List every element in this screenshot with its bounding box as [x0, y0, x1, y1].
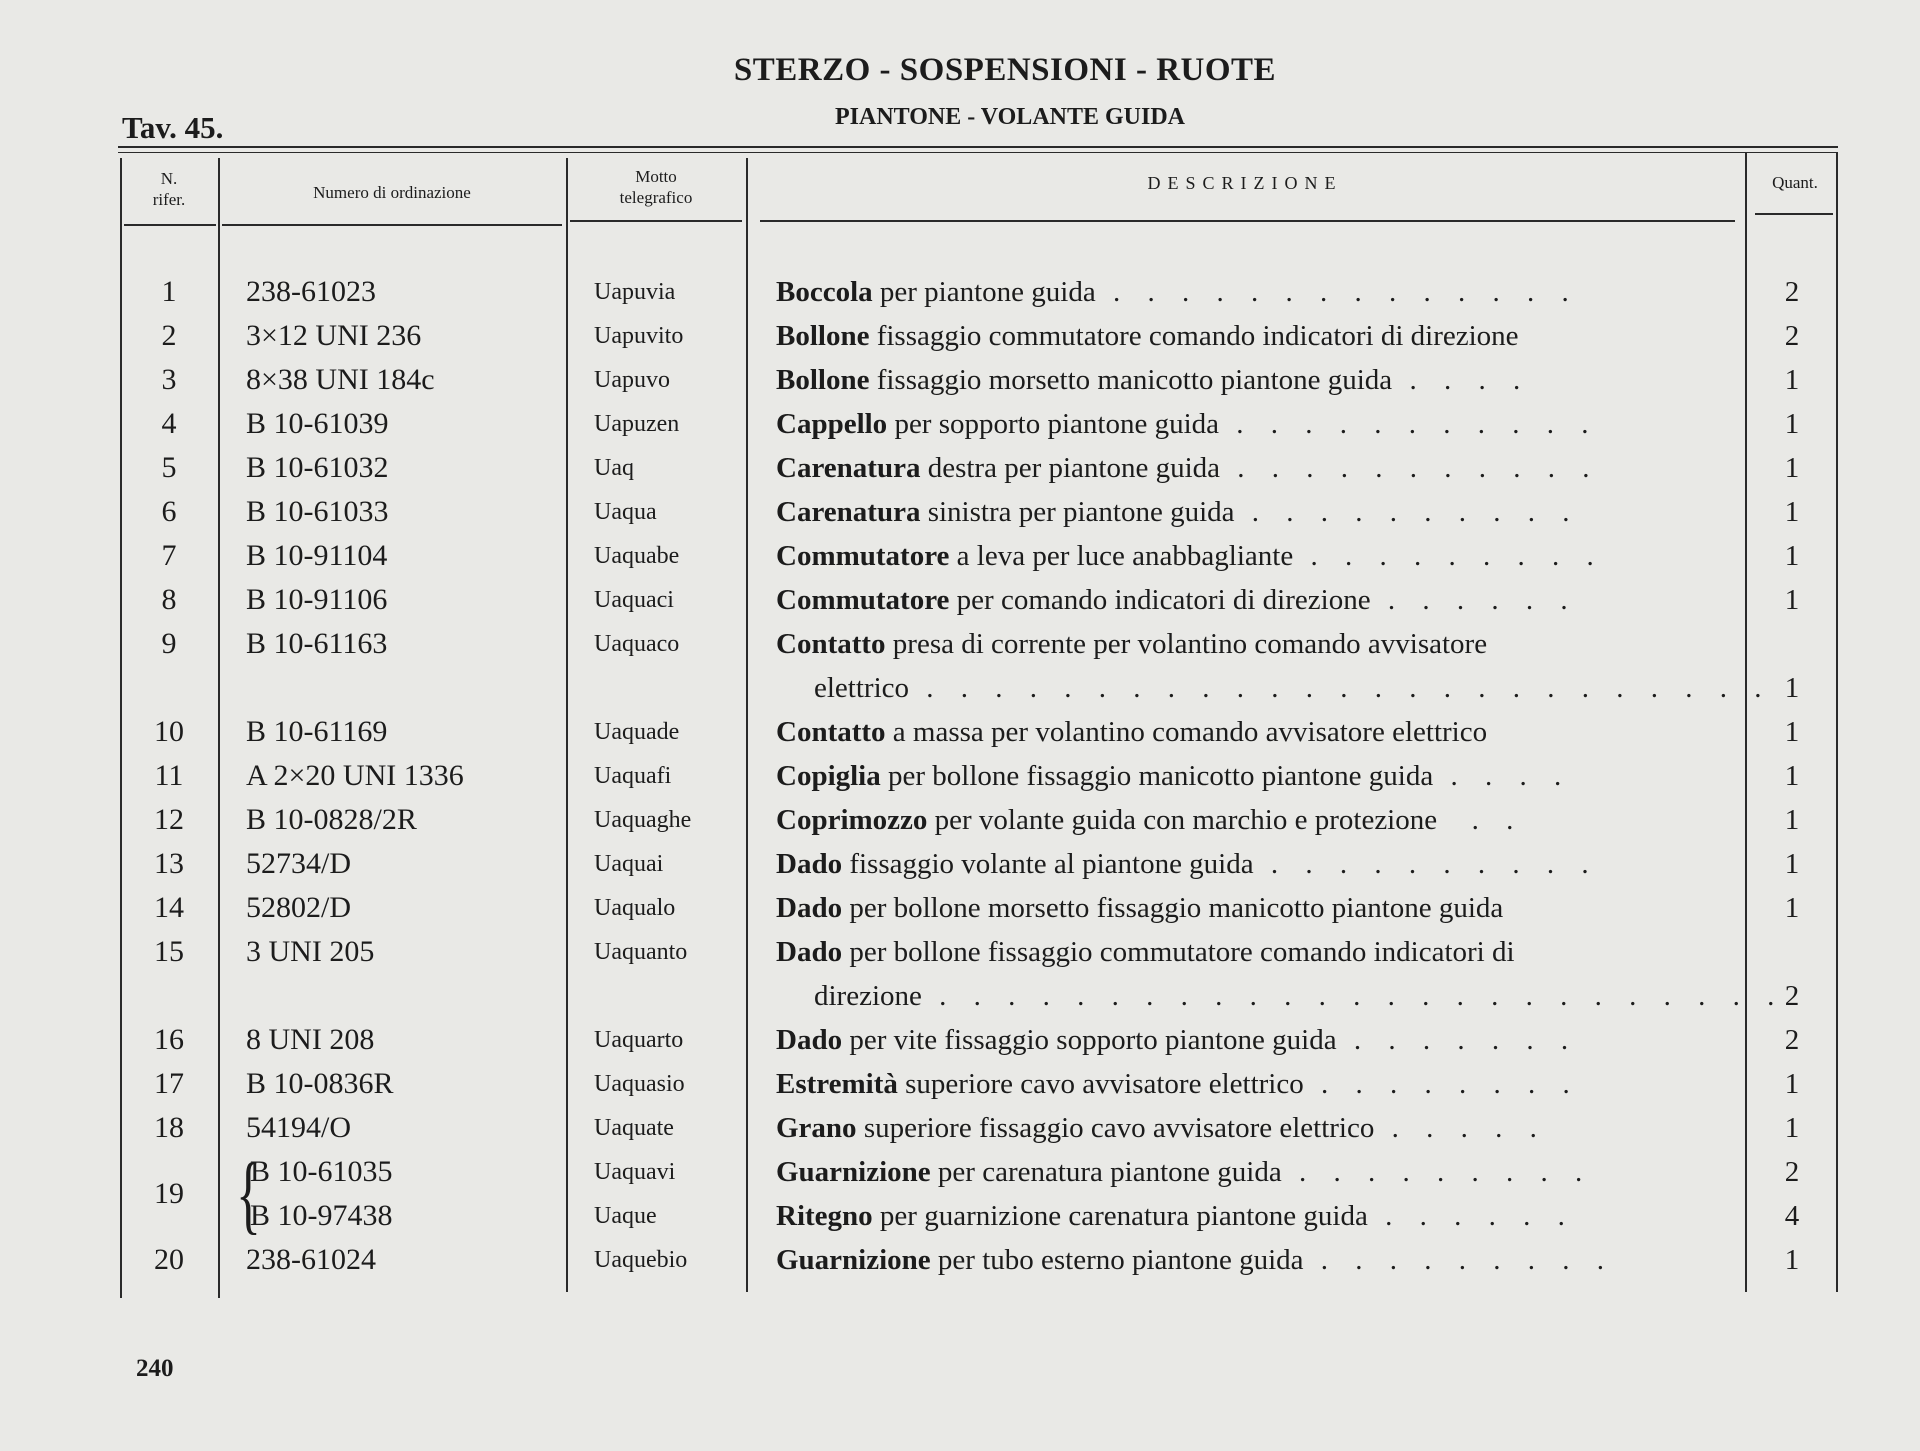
quantity: 1	[1784, 760, 1800, 792]
part-description: per sopporto piantone guida	[887, 408, 1220, 440]
column-header-order-number: Numero di ordinazione	[313, 183, 471, 202]
part-description: per bollone morsetto fissaggio manicotto piantone guida	[842, 892, 1504, 924]
part-name: Contatto	[776, 628, 886, 660]
description-continuation	[814, 672, 1772, 704]
description	[776, 408, 1736, 440]
part-name: Cappello	[776, 408, 888, 440]
part-description: fissaggio morsetto manicotto piantone guida	[869, 364, 1393, 396]
description	[776, 540, 1736, 572]
leader-dots: . . . . . . . . . . . . . . . . . . . . . . . . .	[921, 980, 1785, 1012]
part-name: Ritegno	[776, 1200, 873, 1232]
header-underline	[1755, 213, 1833, 215]
description	[776, 760, 1736, 792]
column-divider	[566, 158, 568, 1292]
quantity: 1	[1784, 408, 1800, 440]
ref-number: 9	[161, 627, 177, 660]
description	[776, 496, 1736, 528]
ref-number: 13	[154, 847, 184, 880]
column-header-ref: N. rifer.	[152, 169, 186, 209]
column-divider	[1745, 152, 1747, 1292]
header-rule-thin	[118, 152, 1838, 153]
leader-dots: . . . . . . . . .	[1303, 1244, 1615, 1276]
part-description: per carenatura piantone guida	[930, 1156, 1282, 1188]
quantity: 4	[1784, 1200, 1800, 1232]
order-number: B 10-0836R	[246, 1067, 394, 1100]
leader-dots: . . . . . . . . .	[1281, 1156, 1593, 1188]
ref-number: 2	[161, 319, 177, 352]
description	[776, 584, 1736, 616]
leader-dots: . . . . . . . . .	[1293, 540, 1604, 572]
part-name: Commutatore	[776, 584, 950, 616]
telegraphic-code: Uaquai	[594, 851, 664, 877]
telegraphic-code: Uaquafi	[594, 763, 672, 789]
ref-number: 7	[161, 539, 177, 572]
page-subtitle: PIANTONE - VOLANTE GUIDA	[834, 104, 1185, 130]
description	[776, 364, 1736, 396]
quantity: 1	[1784, 452, 1800, 484]
order-number: B 10-61163	[246, 627, 388, 660]
order-number: B 10-91104	[246, 539, 388, 572]
quantity: 1	[1784, 364, 1800, 396]
order-number: B 10-0828/2R	[246, 803, 417, 836]
ref-number: 10	[154, 715, 184, 748]
quantity: 1	[1784, 1244, 1800, 1276]
part-name: Coprimozzo	[776, 804, 928, 836]
part-name: Boccola	[776, 276, 873, 308]
telegraphic-code: Uaq	[594, 455, 634, 481]
telegraphic-code: Uaqua	[594, 499, 657, 525]
part-name: Bollone	[776, 320, 870, 352]
quantity: 1	[1784, 716, 1800, 748]
ref-number: 14	[154, 891, 184, 924]
continuation-text: direzione	[814, 980, 922, 1012]
part-description: per piantone guida	[872, 276, 1096, 308]
leader-dots: . . . .	[1433, 760, 1572, 792]
ref-number: 8	[161, 583, 177, 616]
part-name: Estremità	[776, 1068, 898, 1100]
plate-number: Tav. 45.	[122, 110, 224, 145]
description	[776, 276, 1736, 308]
column-divider	[746, 158, 748, 1292]
part-description: per tubo esterno piantone guida	[930, 1244, 1304, 1276]
part-description: per bollone fissaggio manicotto piantone guida	[880, 760, 1434, 792]
telegraphic-code: Uaquade	[594, 719, 680, 745]
part-name: Dado	[776, 1024, 843, 1056]
order-number: 3×12 UNI 236	[246, 319, 422, 352]
description	[776, 1244, 1736, 1276]
quantity: 1	[1784, 584, 1800, 616]
quantity: 2	[1784, 320, 1800, 352]
column-header-telegraphic-code: Motto telegrafico	[619, 167, 693, 207]
header-underline	[124, 224, 216, 226]
order-number: 8×38 UNI 184c	[246, 363, 435, 396]
leader-dots: . . . . .	[1374, 1112, 1547, 1144]
part-name: Guarnizione	[776, 1244, 931, 1276]
ref-number: 16	[154, 1023, 184, 1056]
quantity: 2	[1784, 1156, 1800, 1188]
part-name: Carenatura	[776, 496, 921, 528]
ref-number: 4	[161, 407, 177, 440]
description	[776, 1200, 1736, 1232]
description	[776, 1024, 1736, 1056]
order-number: B 10-61035	[250, 1155, 393, 1188]
part-description: a leva per luce anabbagliante	[949, 540, 1294, 572]
order-number: 3 UNI 205	[246, 935, 375, 968]
ref-number: 1	[161, 275, 177, 308]
part-name: Carenatura	[776, 452, 921, 484]
part-name: Dado	[776, 892, 843, 924]
quantity: 1	[1784, 1112, 1800, 1144]
order-number: 238-61024	[246, 1243, 376, 1276]
ref-number: 12	[154, 803, 184, 836]
column-divider	[1836, 152, 1838, 1292]
telegraphic-code: Uaquebio	[594, 1247, 688, 1273]
ref-number: 19	[154, 1177, 184, 1210]
part-description: destra per piantone guida	[920, 452, 1221, 484]
telegraphic-code: Uaquarto	[594, 1027, 684, 1053]
ref-number: 3	[161, 363, 177, 396]
ref-number: 20	[154, 1243, 184, 1276]
telegraphic-code: Uaquanto	[594, 939, 688, 965]
page-number: 240	[136, 1355, 174, 1382]
description	[776, 628, 1736, 660]
leader-dots: . . . . . . . . . .	[1234, 496, 1580, 528]
leader-dots: . .	[1437, 804, 1524, 836]
order-number: 52734/D	[246, 847, 351, 880]
part-description: per comando indicatori di direzione	[949, 584, 1371, 616]
ref-number: 5	[161, 451, 177, 484]
part-name: Dado	[776, 848, 843, 880]
leader-dots: . . . . . . . . . .	[1253, 848, 1599, 880]
part-description: fissaggio commutatore comando indicatori di direzione	[869, 320, 1519, 352]
leader-dots: . . . .	[1392, 364, 1531, 396]
quantity: 2	[1784, 980, 1800, 1012]
part-description: a massa per volantino comando avvisatore elettrico	[885, 716, 1488, 748]
order-number: 54194/O	[246, 1111, 351, 1144]
telegraphic-code: Uaqualo	[594, 895, 676, 921]
quantity: 1	[1784, 496, 1800, 528]
ref-number: 11	[154, 759, 184, 792]
telegraphic-code: Uapuzen	[594, 411, 680, 437]
description	[776, 848, 1736, 880]
part-description: per volante guida con marchio e protezione	[927, 804, 1438, 836]
telegraphic-code: Uapuvo	[594, 367, 670, 393]
telegraphic-code: Uapuvito	[594, 323, 684, 349]
header-rule	[118, 146, 1838, 148]
order-number: B 10-61169	[246, 715, 388, 748]
ref-number: 15	[154, 935, 184, 968]
column-header-description: DESCRIZIONE	[1147, 173, 1343, 193]
part-description: per vite fissaggio sopporto piantone guida	[842, 1024, 1337, 1056]
quantity: 1	[1784, 672, 1800, 704]
column-divider	[218, 158, 220, 1298]
header-underline	[760, 220, 1735, 222]
telegraphic-code: Uaquaco	[594, 631, 680, 657]
leader-dots: . . . . . . . . . . . . . . . . . . . . . . . . .	[909, 672, 1772, 704]
part-name: Guarnizione	[776, 1156, 931, 1188]
part-description: per bollone fissaggio commutatore comando indicatori di	[842, 936, 1515, 968]
continuation-text: elettrico	[814, 672, 910, 704]
leader-dots: . . . . . . . . . . .	[1219, 408, 1599, 440]
description	[776, 804, 1736, 836]
description	[776, 1156, 1736, 1188]
ref-number: 18	[154, 1111, 184, 1144]
description	[776, 716, 1736, 748]
quantity: 1	[1784, 1068, 1800, 1100]
part-description: superiore fissaggio cavo avvisatore elettrico	[856, 1112, 1375, 1144]
order-number: 8 UNI 208	[246, 1023, 375, 1056]
description	[776, 892, 1736, 924]
part-description: per guarnizione carenatura piantone guida	[872, 1200, 1368, 1232]
part-description: sinistra per piantone guida	[920, 496, 1235, 528]
leader-dots: . . . . . . . . . . .	[1220, 452, 1600, 484]
order-number: B 10-61039	[246, 407, 389, 440]
group-brace-icon: {	[236, 1146, 261, 1244]
part-description: superiore cavo avvisatore elettrico	[897, 1068, 1304, 1100]
ref-number: 6	[161, 495, 177, 528]
order-number: 238-61023	[246, 275, 376, 308]
part-name: Contatto	[776, 716, 886, 748]
quantity: 2	[1784, 1024, 1800, 1056]
order-number: B 10-61032	[246, 451, 389, 484]
part-name: Commutatore	[776, 540, 950, 572]
telegraphic-code: Uaquasio	[594, 1071, 685, 1097]
order-number: A 2×20 UNI 1336	[246, 759, 464, 792]
telegraphic-code: Uapuvia	[594, 279, 676, 305]
description-continuation	[814, 980, 1784, 1012]
header-underline	[570, 220, 742, 222]
telegraphic-code: Uaquate	[594, 1115, 674, 1141]
description	[776, 936, 1736, 968]
description	[776, 320, 1736, 352]
part-name: Copiglia	[776, 760, 881, 792]
telegraphic-code: Uaquavi	[594, 1159, 676, 1185]
part-name: Bollone	[776, 364, 870, 396]
description	[776, 452, 1736, 484]
telegraphic-code: Uaque	[594, 1203, 657, 1229]
quantity: 1	[1784, 848, 1800, 880]
description	[776, 1068, 1736, 1100]
description	[776, 1112, 1736, 1144]
order-number: B 10-61033	[246, 495, 389, 528]
order-number: 52802/D	[246, 891, 351, 924]
quantity: 1	[1784, 804, 1800, 836]
leader-dots: . . . . . .	[1370, 584, 1578, 616]
order-number: B 10-97438	[250, 1199, 393, 1232]
part-name: Dado	[776, 936, 843, 968]
ref-number: 17	[154, 1067, 184, 1100]
page-title: STERZO - SOSPENSIONI - RUOTE	[733, 52, 1277, 88]
leader-dots: . . . . . .	[1367, 1200, 1575, 1232]
leader-dots: . . . . . . .	[1336, 1024, 1579, 1056]
quantity: 1	[1784, 540, 1800, 572]
telegraphic-code: Uaquaghe	[594, 807, 692, 833]
column-header-quantity: Quant.	[1772, 173, 1818, 192]
part-description: fissaggio volante al piantone guida	[842, 848, 1254, 880]
leader-dots: . . . . . . . .	[1303, 1068, 1580, 1100]
leader-dots: . . . . . . . . . . . . . .	[1095, 276, 1579, 308]
telegraphic-code: Uaquaci	[594, 587, 674, 613]
header-underline	[222, 224, 562, 226]
quantity: 2	[1784, 276, 1800, 308]
part-name: Grano	[776, 1112, 857, 1144]
telegraphic-code: Uaquabe	[594, 543, 680, 569]
part-description: presa di corrente per volantino comando avvisatore	[885, 628, 1488, 660]
quantity: 1	[1784, 892, 1800, 924]
order-number: B 10-91106	[246, 583, 388, 616]
